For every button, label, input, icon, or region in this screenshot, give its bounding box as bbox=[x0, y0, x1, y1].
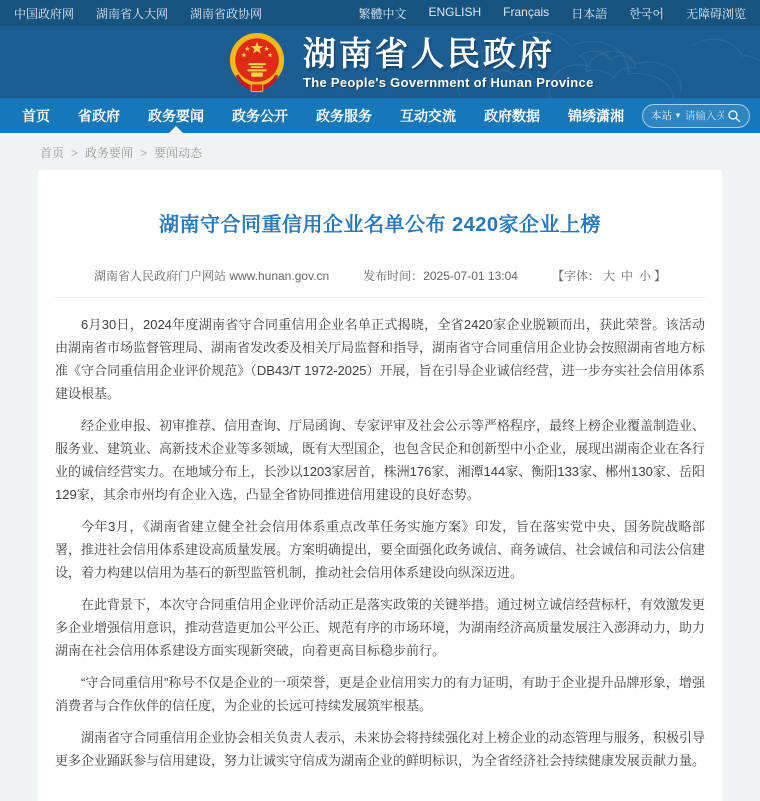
nav-label: 政务服务 bbox=[316, 107, 372, 124]
chevron-down-icon: ▼ bbox=[674, 111, 682, 120]
article-paragraph: 湖南省守合同重信用企业协会相关负责人表示，未来协会将持续强化对上榜企业的动态管理与服务，积极引导更多企业踊跃参与信用建设，努力让诚实守信成为湖南企业的鲜明标识，为全省经济社会持续健康发展贡献力量。 bbox=[55, 730, 706, 768]
top-utility-bar bbox=[0, 0, 760, 26]
link-korean[interactable]: 한국어 bbox=[629, 6, 664, 21]
publish-time-label: 发布时间： bbox=[363, 269, 424, 283]
article-title: 湖南守合同重信用企业名单公布 2420家企业上榜 bbox=[158, 214, 602, 236]
link-traditional-chinese[interactable]: 繁體中文 bbox=[358, 6, 407, 21]
national-emblem-icon bbox=[226, 31, 288, 95]
breadcrumb-news-updates[interactable]: 要闻动态 bbox=[154, 146, 203, 160]
link-accessibility[interactable]: 无障碍浏览 bbox=[685, 6, 746, 21]
nav-item-home[interactable] bbox=[8, 98, 64, 133]
nav-label: 政务要闻 bbox=[148, 107, 204, 124]
nav-item-government-news[interactable] bbox=[134, 98, 218, 133]
link-japanese[interactable]: 日本語 bbox=[571, 6, 608, 21]
site-title: 湖南省人民政府 bbox=[303, 34, 555, 72]
search-button[interactable] bbox=[727, 109, 741, 123]
breadcrumb-government-news[interactable]: 政务要闻 bbox=[85, 146, 134, 160]
link-hunan-npc[interactable]: 湖南省人大网 bbox=[96, 6, 169, 21]
nav-label: 首页 bbox=[22, 107, 50, 124]
nav-item-government-services[interactable] bbox=[302, 98, 386, 133]
search-input[interactable] bbox=[685, 110, 724, 122]
home-logo-link[interactable] bbox=[226, 31, 594, 95]
font-size-small-button[interactable]: 小 bbox=[638, 269, 651, 283]
font-size-suffix: 】 bbox=[654, 269, 667, 283]
article-source: 湖南省人民政府门户网站 www.hunan.gov.cn bbox=[93, 269, 330, 283]
active-tab-indicator bbox=[169, 126, 183, 133]
publish-time bbox=[363, 267, 518, 284]
article-meta bbox=[55, 267, 705, 298]
breadcrumb-home[interactable]: 首页 bbox=[40, 146, 65, 160]
link-french[interactable]: Français bbox=[503, 4, 550, 19]
article-paragraph: 6月30日，2024年度湖南省守合同重信用企业名单正式揭晓，全省2420家企业脱颖而出，获此荣誉。该活动由湖南省市场监督管理局、湖南省发改委及相关厅局监督和指导，湖南省守合同重信用企业协会按照湖南省地方标准《守合同重信用企业评价规范》（DB43/T 1972-2025）开展，旨在引导企业诚信经营，进一步夯实社会信用体系建设根基。 bbox=[55, 317, 706, 401]
article-paragraph: 经企业申报、初审推荐、信用查询、厅局函询、专家评审及社会公示等严格程序，最终上榜企业覆盖制造业、服务业、建筑业、高新技术企业等多领域，既有大型国企，也包含民企和创新型中小企业，展现出湖南企业在各行业的诚信经营实力。在地域分布上，长沙以1203家居首，株洲176家、湘潭144家、衡阳133家、郴州130家、岳阳129家，其余市州均有企业入选，凸显全省协同推进信用建设的良好态势。 bbox=[55, 418, 706, 502]
breadcrumb-separator: > bbox=[140, 145, 148, 160]
article-body bbox=[55, 313, 705, 772]
font-size-control bbox=[552, 267, 666, 284]
nav-item-scenic-hunan[interactable] bbox=[554, 98, 638, 133]
link-china-gov[interactable]: 中国政府网 bbox=[14, 6, 75, 21]
nav-label: 政府数据 bbox=[484, 107, 540, 124]
breadcrumb bbox=[0, 133, 760, 170]
breadcrumb-separator: > bbox=[71, 145, 79, 160]
site-subtitle: The People's Government of Hunan Province bbox=[303, 75, 594, 91]
nav-label: 互动交流 bbox=[400, 107, 456, 124]
publish-time-value: 2025-07-01 13:04 bbox=[423, 269, 518, 283]
site-search bbox=[642, 104, 750, 128]
font-size-prefix: 【字体： bbox=[551, 269, 600, 283]
article-paragraph: “守合同重信用”称号不仅是企业的一项荣誉，更是企业信用实力的有力证明，有助于企业提升品牌形象，增强消费者与合作伙伴的信任度，为企业的长远可持续发展筑牢根基。 bbox=[55, 675, 705, 713]
search-icon bbox=[727, 109, 741, 123]
link-hunan-cppcc[interactable]: 湖南省政协网 bbox=[190, 6, 263, 21]
language-links bbox=[358, 5, 746, 22]
main-nav bbox=[0, 98, 760, 133]
nav-item-information-disclosure[interactable] bbox=[218, 98, 302, 133]
nav-label: 锦绣潇湘 bbox=[568, 107, 624, 124]
nav-item-government-data[interactable] bbox=[470, 98, 554, 133]
nav-item-provincial-government[interactable] bbox=[64, 98, 134, 133]
search-scope-label: 本站 bbox=[651, 110, 672, 122]
font-size-medium-button[interactable]: 中 bbox=[620, 269, 633, 283]
nav-label: 政务公开 bbox=[232, 107, 288, 124]
article-card bbox=[38, 170, 722, 801]
article-paragraph: 在此背景下，本次守合同重信用企业评价活动正是落实政策的关键举措。通过树立诚信经营标杆，有效激发更多企业增强信用意识，推动营造更加公平公正、规范有序的市场环境，为湖南经济高质量发展注入澎湃动力，助力湖南在社会信用体系建设方面实现新突破，向着更高目标稳步前行。 bbox=[55, 597, 706, 658]
site-identity bbox=[303, 36, 594, 90]
gov-site-links bbox=[14, 5, 262, 22]
search-scope-dropdown[interactable] bbox=[651, 108, 682, 123]
nav-item-interaction[interactable] bbox=[386, 98, 470, 133]
nav-label: 省政府 bbox=[78, 107, 120, 124]
site-banner bbox=[0, 26, 760, 98]
link-english[interactable]: ENGLISH bbox=[428, 4, 482, 19]
article-paragraph: 今年3月，《湖南省建立健全社会信用体系重点改革任务实施方案》印发，旨在落实党中央、国务院战略部署，推进社会信用体系建设高质量发展。方案明确提出，要全面强化政务诚信、商务诚信、社会诚信和司法公信建设，着力构建以信用为基石的新型监管机制，推动社会信用体系建设向纵深迈进。 bbox=[55, 519, 706, 580]
font-size-large-button[interactable]: 大 bbox=[602, 269, 615, 283]
